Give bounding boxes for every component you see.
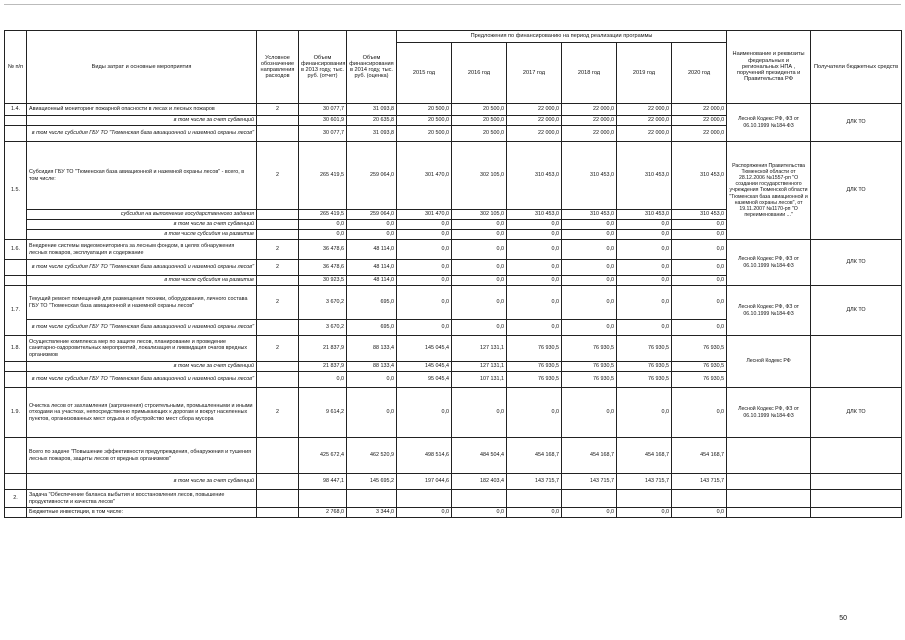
expense-kind: Осуществление комплекса мер по защите лесов, планирование и проведение санитарно-оздоровительных мероприятий, локализация и ликвидация очагов вредных организмов xyxy=(27,336,257,362)
expense-kind: в том числе за счет субвенций xyxy=(27,116,257,126)
value-year: 0,0 xyxy=(672,388,727,438)
value-2013: 30 077,7 xyxy=(299,126,347,142)
value-year: 0,0 xyxy=(672,276,727,286)
value-year: 22 000,0 xyxy=(562,126,617,142)
value-2014: 695,0 xyxy=(347,286,397,320)
direction-code: 2 xyxy=(257,336,299,362)
table-row xyxy=(5,438,902,474)
value-year: 302 105,0 xyxy=(452,210,507,220)
value-year: 0,0 xyxy=(617,320,672,336)
direction-code xyxy=(257,372,299,388)
direction-code: 2 xyxy=(257,142,299,210)
row-number xyxy=(5,474,27,490)
value-year: 76 930,5 xyxy=(507,336,562,362)
value-year: 0,0 xyxy=(672,220,727,230)
value-year: 310 453,0 xyxy=(562,142,617,210)
value-year xyxy=(672,490,727,508)
header-vol2014: Объем финансирования в 2014 году, тыс. руб. (оценка) xyxy=(347,31,397,104)
value-year: 498 514,6 xyxy=(397,438,452,474)
value-year: 143 715,7 xyxy=(672,474,727,490)
budget-recipient xyxy=(811,474,902,490)
value-year: 0,0 xyxy=(397,388,452,438)
value-year: 0,0 xyxy=(562,230,617,240)
value-year: 197 044,6 xyxy=(397,474,452,490)
value-2013: 425 672,4 xyxy=(299,438,347,474)
value-year: 0,0 xyxy=(452,230,507,240)
value-year: 0,0 xyxy=(452,240,507,260)
row-number: 2. xyxy=(5,490,27,508)
value-2013: 265 419,5 xyxy=(299,142,347,210)
table-row xyxy=(5,286,902,320)
value-2013: 9 614,2 xyxy=(299,388,347,438)
budget-recipient xyxy=(811,490,902,508)
value-year: 0,0 xyxy=(452,508,507,518)
value-2014: 31 093,8 xyxy=(347,104,397,116)
finance-table xyxy=(4,30,902,518)
value-2014: 0,0 xyxy=(347,372,397,388)
legal-reference xyxy=(727,490,811,508)
row-number xyxy=(5,126,27,142)
value-year: 0,0 xyxy=(397,276,452,286)
direction-code xyxy=(257,508,299,518)
direction-code xyxy=(257,320,299,336)
value-2013: 3 670,2 xyxy=(299,320,347,336)
header-reqs: Наименование и реквизиты федеральных и региональных НПА , поручений президента и Правительства РФ xyxy=(727,31,811,104)
legal-reference: Лесной Кодекс РФ, ФЗ от 06.10.1999 №184-ФЗ xyxy=(727,240,811,286)
value-2014: 695,0 xyxy=(347,320,397,336)
legal-reference: Распоряжения Правительства Тюменской области от 28.12.2006 №1557-рп "О создании государственного учреждения Тюменской области "Тюменская база авиационной и наземной охраны лесов", от 19.11.2007 №1170-рп "О переименовании ..." xyxy=(727,142,811,240)
direction-code: 2 xyxy=(257,388,299,438)
expense-kind: в том числе за счет субвенций xyxy=(27,362,257,372)
row-number: 1.4. xyxy=(5,104,27,116)
value-year: 454 168,7 xyxy=(562,438,617,474)
expense-kind: в том числе субсидия ГБУ ТО "Тюменская база авиационной и наземной охраны лесов" xyxy=(27,372,257,388)
value-year: 0,0 xyxy=(507,276,562,286)
value-year: 310 453,0 xyxy=(617,210,672,220)
value-2014: 145 695,2 xyxy=(347,474,397,490)
value-year: 0,0 xyxy=(672,230,727,240)
value-year: 0,0 xyxy=(507,220,562,230)
value-year: 0,0 xyxy=(452,388,507,438)
budget-recipient: ДЛК ТО xyxy=(811,286,902,336)
table-row xyxy=(5,490,902,508)
value-year: 454 168,7 xyxy=(617,438,672,474)
value-2014: 0,0 xyxy=(347,220,397,230)
table-row xyxy=(5,474,902,490)
header-year: 2016 год xyxy=(452,43,507,104)
value-year: 76 930,5 xyxy=(672,362,727,372)
value-year: 0,0 xyxy=(562,276,617,286)
row-number: 1.6. xyxy=(5,240,27,260)
value-year: 454 168,7 xyxy=(507,438,562,474)
legal-reference: Лесной Кодекс РФ, ФЗ от 06.10.1999 №184-ФЗ xyxy=(727,286,811,336)
table-row xyxy=(5,388,902,438)
value-2014: 3 344,0 xyxy=(347,508,397,518)
value-year: 0,0 xyxy=(452,276,507,286)
value-year: 20 500,0 xyxy=(397,126,452,142)
expense-kind: в том числе субсидия ГБУ ТО "Тюменская база авиационной и наземной охраны лесов" xyxy=(27,260,257,276)
value-year: 0,0 xyxy=(507,260,562,276)
value-year: 0,0 xyxy=(397,230,452,240)
value-year: 0,0 xyxy=(562,240,617,260)
row-number: 1.8. xyxy=(5,336,27,362)
value-year: 182 403,4 xyxy=(452,474,507,490)
value-year: 310 453,0 xyxy=(617,142,672,210)
value-2014: 0,0 xyxy=(347,388,397,438)
value-year: 0,0 xyxy=(617,388,672,438)
value-2014: 0,0 xyxy=(347,230,397,240)
value-2013: 0,0 xyxy=(299,230,347,240)
expense-kind: Бюджетные инвестиции, в том числе: xyxy=(27,508,257,518)
value-2014: 48 114,0 xyxy=(347,276,397,286)
value-2014: 88 133,4 xyxy=(347,362,397,372)
value-2014: 88 133,4 xyxy=(347,336,397,362)
direction-code xyxy=(257,230,299,240)
value-2013: 21 837,9 xyxy=(299,362,347,372)
row-number xyxy=(5,116,27,126)
direction-code xyxy=(257,210,299,220)
value-year xyxy=(617,490,672,508)
value-year: 22 000,0 xyxy=(562,116,617,126)
value-year: 310 453,0 xyxy=(672,210,727,220)
legal-reference: Лесной Кодекс РФ, ФЗ от 06.10.1999 №184-ФЗ xyxy=(727,388,811,438)
value-year: 127 131,1 xyxy=(452,362,507,372)
budget-recipient xyxy=(811,336,902,388)
value-year: 22 000,0 xyxy=(562,104,617,116)
expense-kind: в том числе за счет субвенций xyxy=(27,474,257,490)
value-year: 310 453,0 xyxy=(562,210,617,220)
value-year xyxy=(452,490,507,508)
value-year: 0,0 xyxy=(562,260,617,276)
value-year: 0,0 xyxy=(562,388,617,438)
budget-recipient: ДЛК ТО xyxy=(811,240,902,286)
row-number: 1.5. xyxy=(5,142,27,240)
value-year: 0,0 xyxy=(507,286,562,320)
direction-code xyxy=(257,126,299,142)
value-year: 0,0 xyxy=(617,286,672,320)
budget-recipient: ДЛК ТО xyxy=(811,104,902,142)
direction-code xyxy=(257,438,299,474)
value-year xyxy=(397,490,452,508)
direction-code xyxy=(257,116,299,126)
value-year: 0,0 xyxy=(617,220,672,230)
value-year: 0,0 xyxy=(617,260,672,276)
value-2013: 265 419,5 xyxy=(299,210,347,220)
value-year: 127 131,1 xyxy=(452,336,507,362)
value-year: 0,0 xyxy=(397,508,452,518)
row-number: 1.7. xyxy=(5,286,27,336)
table-row xyxy=(5,336,902,362)
expense-kind: Всего по задаче "Повышение эффективности предупреждения, обнаружения и тушения лесных пожаров, защиты лесов от вредных организмов" xyxy=(27,438,257,474)
value-year: 0,0 xyxy=(672,240,727,260)
value-2014: 48 114,0 xyxy=(347,260,397,276)
header-year: 2019 год xyxy=(617,43,672,104)
value-2014: 462 520,9 xyxy=(347,438,397,474)
value-year: 76 930,5 xyxy=(562,372,617,388)
value-2014 xyxy=(347,490,397,508)
value-2013: 98 447,1 xyxy=(299,474,347,490)
expense-kind: в том числе субсидия на развитие xyxy=(27,230,257,240)
expense-kind: Авиационный мониторинг пожарной опасности в лесах и лесных пожаров xyxy=(27,104,257,116)
value-2013: 0,0 xyxy=(299,220,347,230)
value-year: 0,0 xyxy=(397,286,452,320)
direction-code xyxy=(257,474,299,490)
value-year: 0,0 xyxy=(617,276,672,286)
value-year: 143 715,7 xyxy=(507,474,562,490)
value-year: 310 453,0 xyxy=(672,142,727,210)
value-year xyxy=(562,490,617,508)
expense-kind: в том числе за счет субвенций xyxy=(27,220,257,230)
value-year: 0,0 xyxy=(452,320,507,336)
value-year: 145 045,4 xyxy=(397,336,452,362)
page-number: 50 xyxy=(839,615,847,622)
value-2013: 2 768,0 xyxy=(299,508,347,518)
legal-reference xyxy=(727,508,811,518)
value-year: 0,0 xyxy=(397,320,452,336)
header-kind: Виды затрат и основные мероприятия xyxy=(27,31,257,104)
budget-recipient: ДЛК ТО xyxy=(811,142,902,240)
value-year: 0,0 xyxy=(562,320,617,336)
value-2013: 30 923,5 xyxy=(299,276,347,286)
value-year: 20 500,0 xyxy=(452,116,507,126)
value-year: 22 000,0 xyxy=(507,116,562,126)
value-year: 301 470,0 xyxy=(397,210,452,220)
expense-kind: Текущий ремонт помещений для размещения техники, оборудования, личного состава ГБУ ТО "Тюменская база авиационной и наземной охраны лесов" xyxy=(27,286,257,320)
value-year: 76 930,5 xyxy=(562,362,617,372)
legal-reference xyxy=(727,438,811,474)
value-year: 0,0 xyxy=(452,260,507,276)
value-2014: 48 114,0 xyxy=(347,240,397,260)
budget-recipient xyxy=(811,508,902,518)
value-year: 302 105,0 xyxy=(452,142,507,210)
value-year: 76 930,5 xyxy=(617,336,672,362)
value-year: 20 500,0 xyxy=(397,116,452,126)
expense-kind: в том числе субсидия ГБУ ТО "Тюменская база авиационной и наземной охраны лесов" xyxy=(27,126,257,142)
value-2013 xyxy=(299,490,347,508)
header-vol2013: Объем финансирования в 2013 году, тыс. руб. (отчет) xyxy=(299,31,347,104)
value-year: 0,0 xyxy=(397,260,452,276)
expense-kind: Очистка лесов от захламления (загрязнения) строительными, промышленными и иными отходами на участках, непосредственно примыкающих к дорогам и вокруг населенных пунктов, организованных мест отдыха и обустройство мест сбора мусора xyxy=(27,388,257,438)
value-year: 20 500,0 xyxy=(397,104,452,116)
value-year: 0,0 xyxy=(452,220,507,230)
direction-code xyxy=(257,220,299,230)
row-number xyxy=(5,276,27,286)
value-year: 0,0 xyxy=(452,286,507,320)
header-num: № п/п xyxy=(5,31,27,104)
value-2013: 21 837,9 xyxy=(299,336,347,362)
value-year: 76 930,5 xyxy=(672,372,727,388)
value-year: 0,0 xyxy=(562,508,617,518)
value-year: 76 930,5 xyxy=(562,336,617,362)
value-year: 22 000,0 xyxy=(672,116,727,126)
budget-recipient xyxy=(811,438,902,474)
value-year: 0,0 xyxy=(617,230,672,240)
header-proposals: Предложения по финансированию на период реализации программы xyxy=(397,31,727,43)
value-year: 107 131,1 xyxy=(452,372,507,388)
value-year: 22 000,0 xyxy=(617,104,672,116)
value-year: 0,0 xyxy=(562,286,617,320)
value-year: 20 500,0 xyxy=(452,104,507,116)
value-year: 484 504,4 xyxy=(452,438,507,474)
budget-recipient: ДЛК ТО xyxy=(811,388,902,438)
table-row xyxy=(5,508,902,518)
header-recipients: Получатели бюджетных средств xyxy=(811,31,902,104)
legal-reference: Лесной Кодекс РФ, ФЗ от 06.10.1999 №184-ФЗ xyxy=(727,104,811,142)
value-year: 310 453,0 xyxy=(507,210,562,220)
value-2014: 20 635,8 xyxy=(347,116,397,126)
value-year: 0,0 xyxy=(672,260,727,276)
header-year: 2017 год xyxy=(507,43,562,104)
value-year: 301 470,0 xyxy=(397,142,452,210)
value-year: 22 000,0 xyxy=(617,126,672,142)
value-year: 143 715,7 xyxy=(562,474,617,490)
value-year: 22 000,0 xyxy=(507,126,562,142)
value-year: 95 045,4 xyxy=(397,372,452,388)
value-year: 0,0 xyxy=(617,240,672,260)
value-year: 0,0 xyxy=(507,388,562,438)
value-year: 143 715,7 xyxy=(617,474,672,490)
direction-code xyxy=(257,490,299,508)
value-2014: 31 093,8 xyxy=(347,126,397,142)
table-row xyxy=(5,240,902,260)
value-year: 0,0 xyxy=(397,220,452,230)
expense-kind: Субсидия ГБУ ТО "Тюменская база авиационной и наземной охраны лесов" - всего, в том числе: xyxy=(27,142,257,210)
finance-table-sheet xyxy=(4,30,901,518)
value-year xyxy=(507,490,562,508)
header-year: 2015 год xyxy=(397,43,452,104)
value-year: 20 500,0 xyxy=(452,126,507,142)
value-year: 22 000,0 xyxy=(672,126,727,142)
value-year: 0,0 xyxy=(672,320,727,336)
value-year: 76 930,5 xyxy=(617,372,672,388)
value-year: 0,0 xyxy=(397,240,452,260)
direction-code: 2 xyxy=(257,260,299,276)
value-year: 0,0 xyxy=(617,508,672,518)
value-year: 145 045,4 xyxy=(397,362,452,372)
row-number xyxy=(5,260,27,276)
expense-kind: Внедрение системы видеомониторинга за лесным фондом, в целях обнаружения лесных пожаров, эксплуатация и содержание xyxy=(27,240,257,260)
direction-code: 2 xyxy=(257,286,299,320)
value-year: 22 000,0 xyxy=(617,116,672,126)
value-year: 0,0 xyxy=(507,508,562,518)
value-year: 22 000,0 xyxy=(672,104,727,116)
value-year: 0,0 xyxy=(672,286,727,320)
header-year: 2020 год xyxy=(672,43,727,104)
value-2013: 30 077,7 xyxy=(299,104,347,116)
direction-code: 2 xyxy=(257,240,299,260)
expense-kind: в том числе субсидия ГБУ ТО "Тюменская база авиационной и наземной охраны лесов" xyxy=(27,320,257,336)
expense-kind: в том числе субсидия на развитие xyxy=(27,276,257,286)
value-year: 0,0 xyxy=(507,320,562,336)
row-number: 1.9. xyxy=(5,388,27,438)
value-year: 454 168,7 xyxy=(672,438,727,474)
value-2013: 36 478,6 xyxy=(299,240,347,260)
legal-reference: Лесной Кодекс РФ xyxy=(727,336,811,388)
value-year: 76 930,5 xyxy=(617,362,672,372)
value-year: 0,0 xyxy=(507,240,562,260)
value-2013: 30 601,9 xyxy=(299,116,347,126)
top-rule xyxy=(4,4,901,5)
row-number xyxy=(5,438,27,474)
value-2013: 0,0 xyxy=(299,372,347,388)
expense-kind: Задача "Обеспечение баланса выбытия и восстановления лесов, повышение продуктивности и качества лесов" xyxy=(27,490,257,508)
row-number xyxy=(5,372,27,388)
value-year: 76 930,5 xyxy=(507,362,562,372)
header-code: Условное обозначение направления расходов xyxy=(257,31,299,104)
value-2013: 3 670,2 xyxy=(299,286,347,320)
header-year: 2018 год xyxy=(562,43,617,104)
value-year: 0,0 xyxy=(672,508,727,518)
expense-kind: субсидия на выполнение государственного задания xyxy=(27,210,257,220)
value-year: 0,0 xyxy=(562,220,617,230)
table-row xyxy=(5,104,902,116)
value-year: 22 000,0 xyxy=(507,104,562,116)
value-2014: 259 064,0 xyxy=(347,210,397,220)
value-year: 76 930,5 xyxy=(507,372,562,388)
direction-code xyxy=(257,362,299,372)
value-year: 310 453,0 xyxy=(507,142,562,210)
direction-code: 2 xyxy=(257,104,299,116)
value-year: 0,0 xyxy=(507,230,562,240)
value-year: 76 930,5 xyxy=(672,336,727,362)
value-2014: 259 064,0 xyxy=(347,142,397,210)
value-2013: 36 478,6 xyxy=(299,260,347,276)
row-number xyxy=(5,508,27,518)
table-row xyxy=(5,142,902,210)
legal-reference xyxy=(727,474,811,490)
row-number xyxy=(5,362,27,372)
direction-code xyxy=(257,276,299,286)
